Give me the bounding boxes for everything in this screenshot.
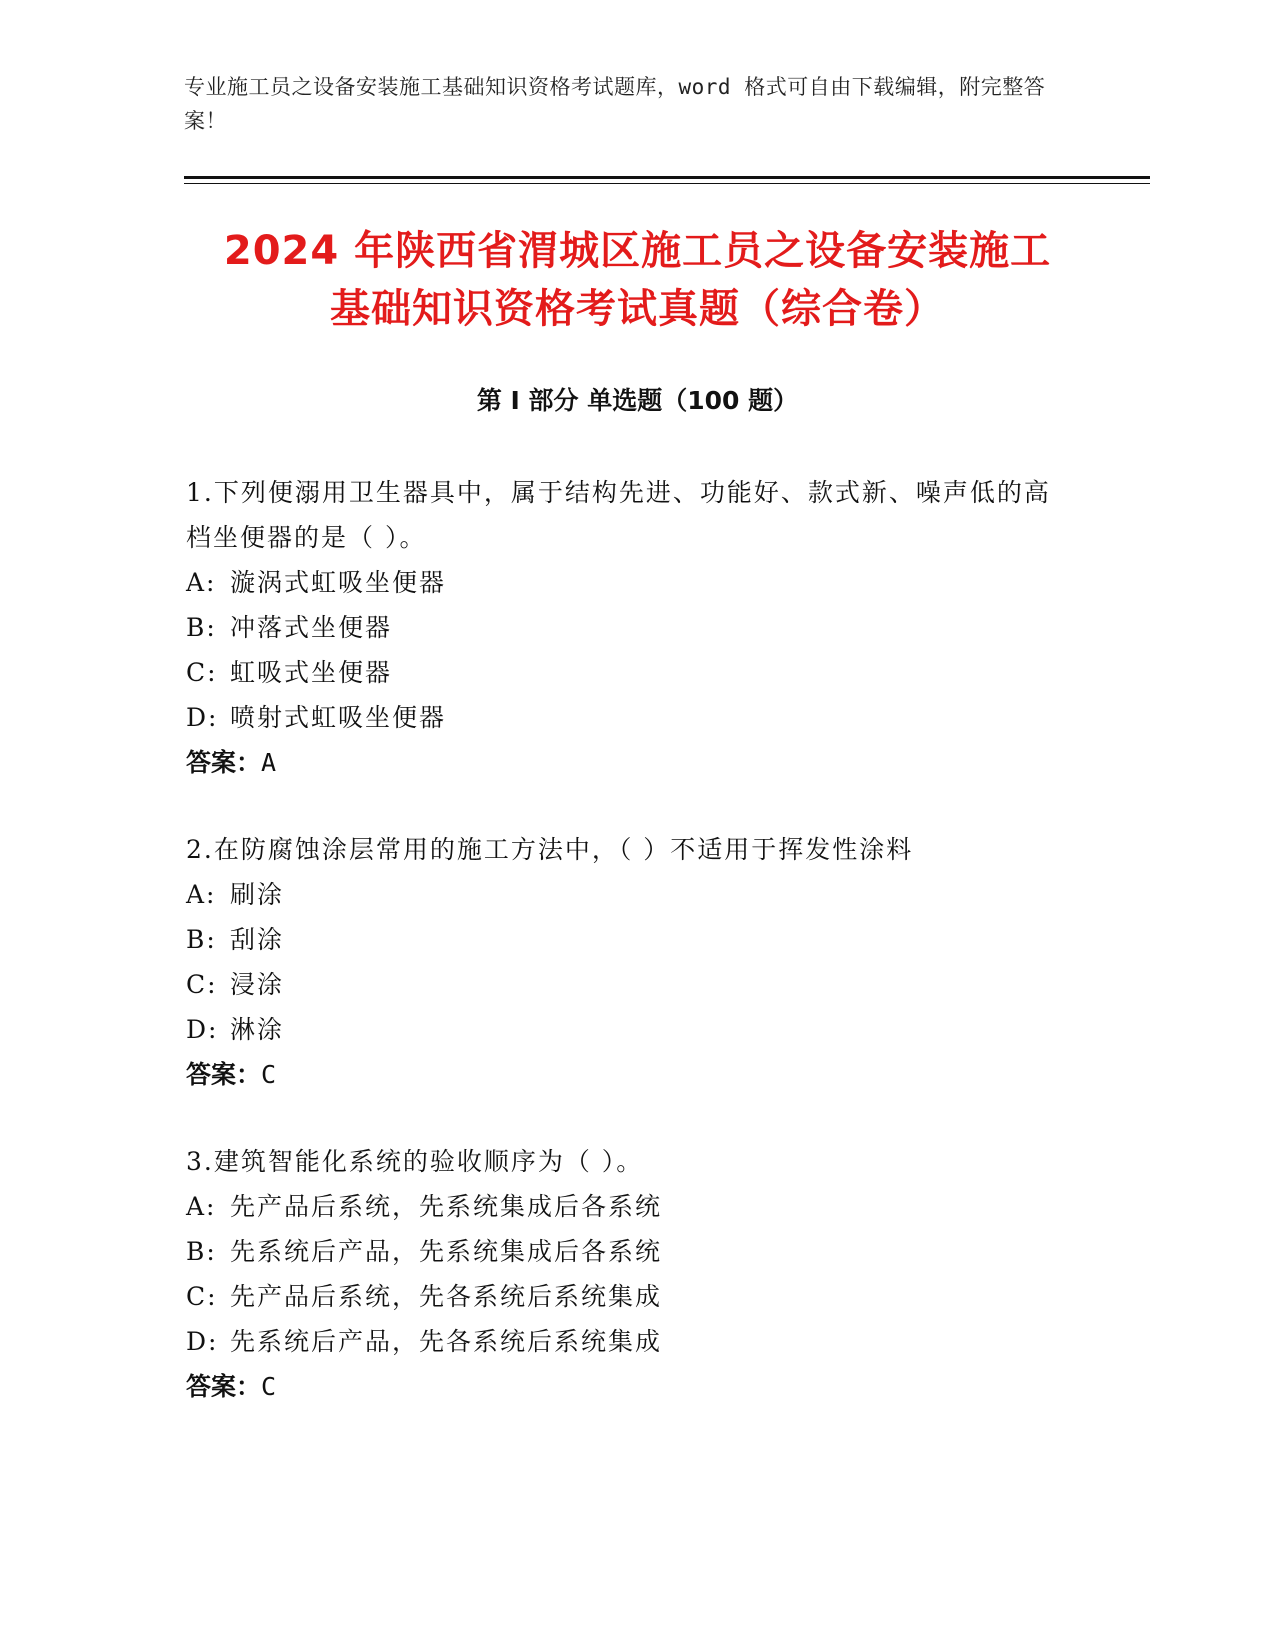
document-title	[150, 222, 1125, 338]
option-d	[186, 695, 1076, 740]
question-list	[186, 470, 1076, 1451]
question-2	[186, 827, 1076, 1097]
option-key: A:	[186, 1192, 217, 1221]
option-a	[186, 872, 1076, 917]
option-text: 先系统后产品，先系统集成后各系统	[230, 1237, 663, 1266]
question-stem: 1.下列便溺用卫生器具中，属于结构先进、功能好、款式新、噪声低的高档坐便器的是（ ）。	[186, 478, 1051, 552]
answer-value: A	[261, 748, 277, 777]
option-d	[186, 1007, 1076, 1052]
option-text: 浸涂	[230, 970, 285, 999]
answer-value: C	[261, 1060, 277, 1089]
option-a	[186, 560, 1076, 605]
option-text: 先产品后系统，先系统集成后各系统	[230, 1192, 663, 1221]
option-b	[186, 1229, 1076, 1274]
option-key: C:	[186, 1282, 218, 1311]
option-text: 先系统后产品，先各系统后系统集成	[230, 1327, 663, 1356]
option-text: 冲落式坐便器	[230, 613, 393, 642]
header-note: 专业施工员之设备安装施工基础知识资格考试题库，word 格式可自由下载编辑，附完整答案！	[184, 75, 1046, 133]
option-b	[186, 605, 1076, 650]
answer-line	[186, 1364, 1076, 1409]
option-key: A:	[186, 568, 217, 597]
question-stem: 3.建筑智能化系统的验收顺序为（ ）。	[186, 1147, 644, 1176]
option-a	[186, 1184, 1076, 1229]
document-title-line-1: 2024 年陕西省渭城区施工员之设备安装施工	[223, 228, 1052, 274]
option-key: D:	[186, 1327, 219, 1356]
option-key: D:	[186, 703, 219, 732]
option-text: 漩涡式虹吸坐便器	[230, 568, 447, 597]
answer-line	[186, 740, 1076, 785]
option-text: 刷涂	[230, 880, 285, 909]
header-rule-thick	[184, 176, 1150, 179]
option-key: B:	[186, 925, 217, 954]
option-key: B:	[186, 613, 217, 642]
option-text: 刮涂	[230, 925, 285, 954]
option-c	[186, 962, 1076, 1007]
answer-label: 答案：	[186, 1372, 262, 1401]
section-heading: 第 I 部分 单选题（100 题）	[476, 386, 799, 415]
answer-value: C	[261, 1372, 277, 1401]
option-text: 先产品后系统，先各系统后系统集成	[230, 1282, 663, 1311]
answer-label: 答案：	[186, 1060, 262, 1089]
document-title-line-2: 基础知识资格考试真题（综合卷）	[330, 286, 945, 332]
option-c	[186, 1274, 1076, 1319]
option-key: D:	[186, 1015, 219, 1044]
option-key: C:	[186, 658, 218, 687]
option-key: A:	[186, 880, 217, 909]
question-stem: 2.在防腐蚀涂层常用的施工方法中，（ ）不适用于挥发性涂料	[186, 835, 914, 864]
answer-label: 答案：	[186, 748, 262, 777]
option-c	[186, 650, 1076, 695]
header-rule-thin	[184, 183, 1150, 184]
question-1	[186, 470, 1076, 785]
option-text: 喷射式虹吸坐便器	[230, 703, 447, 732]
option-text: 淋涂	[230, 1015, 285, 1044]
question-3	[186, 1139, 1076, 1409]
option-b	[186, 917, 1076, 962]
option-key: B:	[186, 1237, 217, 1266]
answer-line	[186, 1052, 1076, 1097]
option-key: C:	[186, 970, 218, 999]
option-d	[186, 1319, 1076, 1364]
option-text: 虹吸式坐便器	[230, 658, 393, 687]
